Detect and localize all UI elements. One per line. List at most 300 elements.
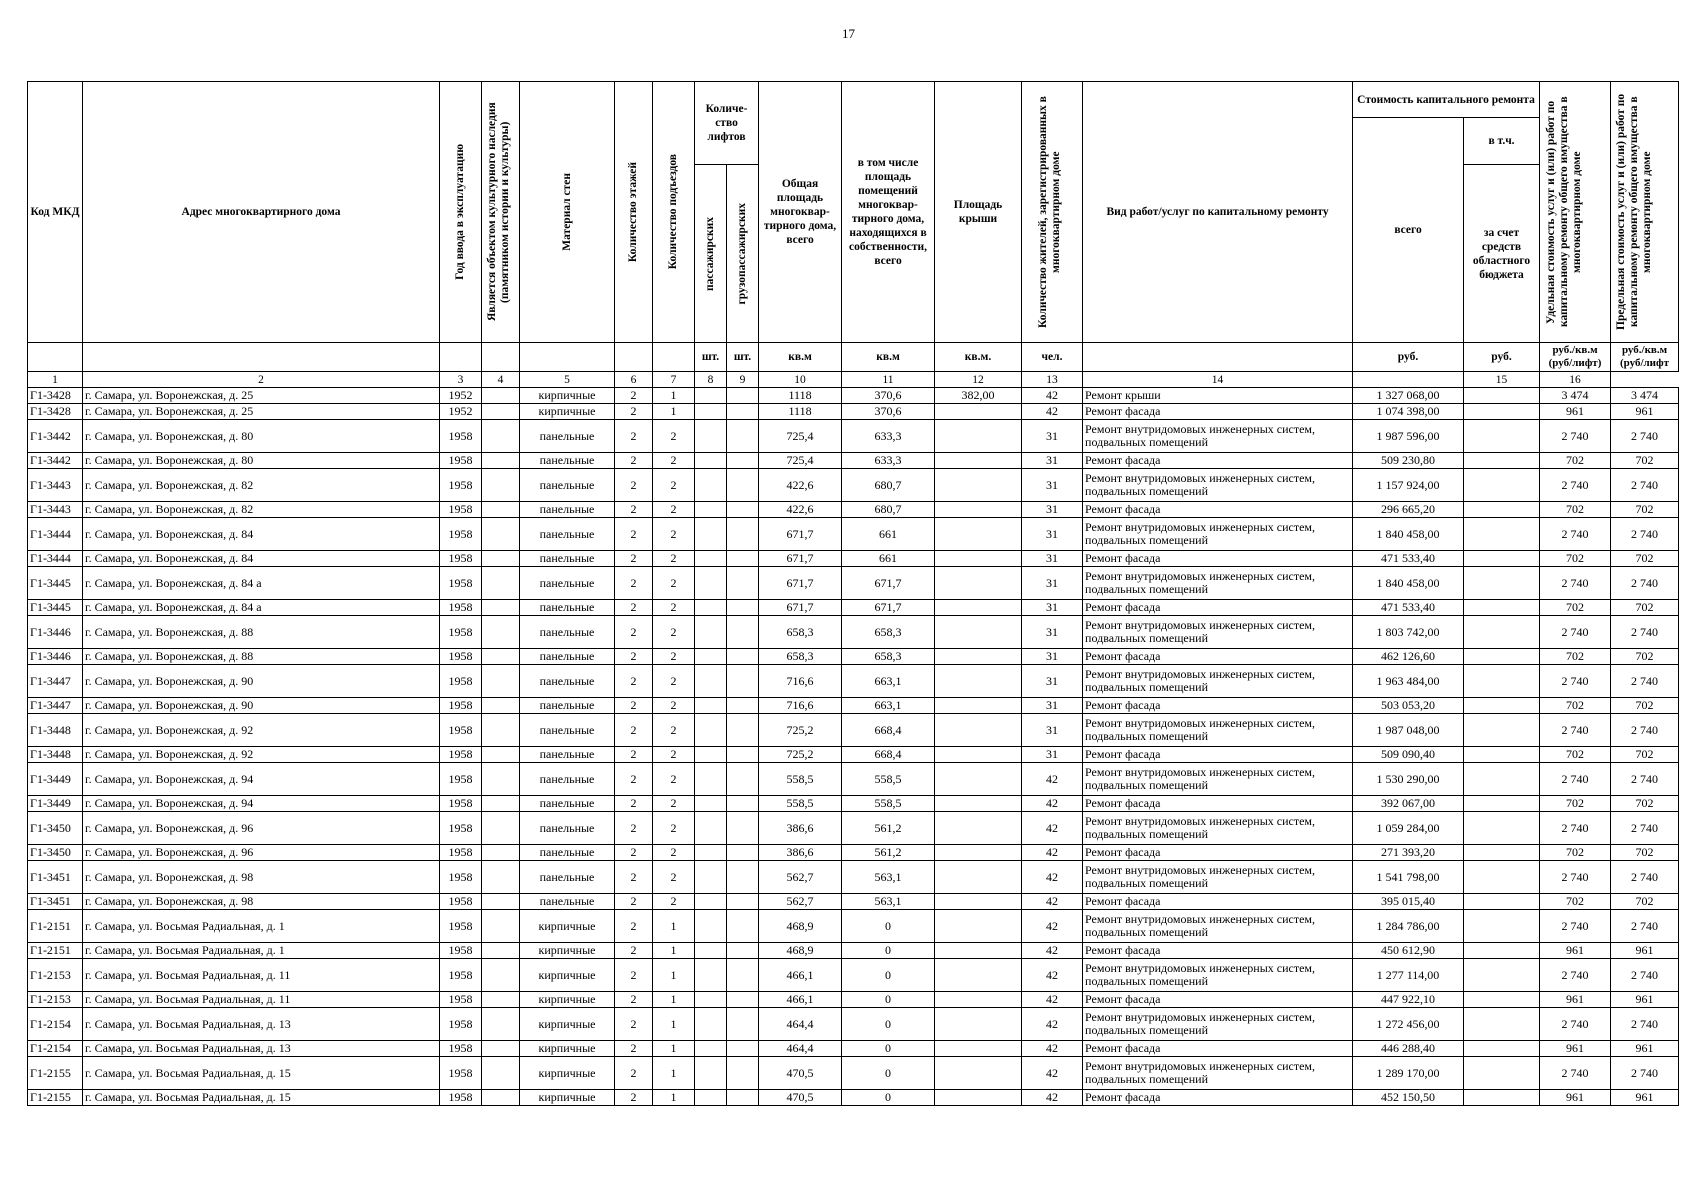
cell-lifts-cargo [727, 453, 759, 469]
cell-area-owned: 0 [842, 1090, 935, 1106]
cell-lifts-cargo [727, 812, 759, 845]
cell-residents: 42 [1022, 812, 1083, 845]
cell-floors: 2 [615, 714, 653, 747]
cell-area-total: 1118 [759, 388, 842, 404]
cell-roof-area [935, 861, 1022, 894]
cell-unit-cost: 961 [1540, 992, 1611, 1008]
cell-cost-total: 471 533,40 [1353, 600, 1464, 616]
cell-area-total: 725,4 [759, 453, 842, 469]
cell-cost-regional [1464, 943, 1540, 959]
cell-lifts-cargo [727, 649, 759, 665]
cell-cost-total: 1 541 798,00 [1353, 861, 1464, 894]
column-number: 11 [842, 372, 935, 388]
cell-address: г. Самара, ул. Восьмая Радиальная, д. 11 [83, 959, 440, 992]
cell-lifts-cargo [727, 420, 759, 453]
cell-wall: кирпичные [520, 943, 615, 959]
cell-heritage [482, 943, 520, 959]
cell-code: Г1-3448 [28, 747, 83, 763]
column-number: 3 [440, 372, 482, 388]
cell-work-type: Ремонт внутридомовых инженерных систем, подвальных помещений [1083, 518, 1353, 551]
cell-code: Г1-3450 [28, 845, 83, 861]
cell-floors: 2 [615, 1090, 653, 1106]
cell-roof-area [935, 1041, 1022, 1057]
cell-floors: 2 [615, 502, 653, 518]
cell-lifts-cargo [727, 600, 759, 616]
cell-floors: 2 [615, 616, 653, 649]
cell-cost-regional [1464, 698, 1540, 714]
cell-code: Г1-3447 [28, 665, 83, 698]
cell-cost-total: 392 067,00 [1353, 796, 1464, 812]
cell-unit-cost: 2 740 [1540, 910, 1611, 943]
cell-roof-area [935, 943, 1022, 959]
cell-lifts-passenger [695, 812, 727, 845]
cell-heritage [482, 1090, 520, 1106]
cell-entrances: 1 [653, 992, 695, 1008]
cell-cost-regional [1464, 747, 1540, 763]
cell-address: г. Самара, ул. Воронежская, д. 84 [83, 551, 440, 567]
unit-sqm: кв.м [759, 343, 842, 372]
cell-lifts-cargo [727, 469, 759, 502]
cell-code: Г1-2153 [28, 992, 83, 1008]
cell-residents: 42 [1022, 1090, 1083, 1106]
cell-limit-cost: 2 740 [1611, 861, 1679, 894]
cell-entrances: 2 [653, 698, 695, 714]
table-row [28, 518, 1679, 551]
cell-work-type: Ремонт внутридомовых инженерных систем, подвальных помещений [1083, 567, 1353, 600]
cell-address: г. Самара, ул. Воронежская, д. 88 [83, 649, 440, 665]
cell-roof-area [935, 992, 1022, 1008]
cell-work-type: Ремонт внутридомовых инженерных систем, подвальных помещений [1083, 714, 1353, 747]
table-row [28, 959, 1679, 992]
cell-address: г. Самара, ул. Воронежская, д. 90 [83, 698, 440, 714]
column-number: 15 [1464, 372, 1540, 388]
cell-entrances: 1 [653, 1041, 695, 1057]
cell-limit-cost: 702 [1611, 502, 1679, 518]
cell-wall: панельные [520, 616, 615, 649]
cell-lifts-passenger [695, 518, 727, 551]
cell-lifts-passenger [695, 1057, 727, 1090]
cell-area-owned: 563,1 [842, 894, 935, 910]
cell-floors: 2 [615, 1041, 653, 1057]
cell-year: 1958 [440, 665, 482, 698]
cell-work-type: Ремонт фасада [1083, 600, 1353, 616]
cell-unit-cost: 2 740 [1540, 665, 1611, 698]
header-address: Адрес многоквартирного дома [83, 82, 440, 343]
cell-area-total: 671,7 [759, 600, 842, 616]
cell-work-type: Ремонт внутридомовых инженерных систем, подвальных помещений [1083, 763, 1353, 796]
header-area-total: Общая площадь многоквар-тирного дома, всего [759, 82, 842, 343]
cell-wall: панельные [520, 714, 615, 747]
cell-cost-total: 395 015,40 [1353, 894, 1464, 910]
cell-residents: 31 [1022, 600, 1083, 616]
cell-year: 1958 [440, 567, 482, 600]
cell-entrances: 2 [653, 845, 695, 861]
cell-area-owned: 633,3 [842, 453, 935, 469]
column-number: 13 [1022, 372, 1083, 388]
cell-cost-total: 1 987 048,00 [1353, 714, 1464, 747]
cell-lifts-cargo [727, 1008, 759, 1041]
cell-floors: 2 [615, 600, 653, 616]
cell-entrances: 2 [653, 420, 695, 453]
cell-limit-cost: 2 740 [1611, 1008, 1679, 1041]
cell-work-type: Ремонт фасада [1083, 649, 1353, 665]
cell-floors: 2 [615, 763, 653, 796]
cell-cost-regional [1464, 551, 1540, 567]
cell-year: 1958 [440, 763, 482, 796]
cell-work-type: Ремонт фасада [1083, 943, 1353, 959]
cell-cost-total: 1 840 458,00 [1353, 567, 1464, 600]
cell-unit-cost: 2 740 [1540, 518, 1611, 551]
cell-wall: панельные [520, 469, 615, 502]
cell-limit-cost: 2 740 [1611, 567, 1679, 600]
cell-residents: 42 [1022, 763, 1083, 796]
cell-address: г. Самара, ул. Воронежская, д. 94 [83, 763, 440, 796]
cell-code: Г1-3445 [28, 567, 83, 600]
cell-residents: 42 [1022, 845, 1083, 861]
cell-year: 1958 [440, 600, 482, 616]
header-lifts-cargo: грузопассажирских [727, 165, 759, 343]
header-limit-cost: Предельная стоимость услуг и (или) работ по капитальному ремонту общего имущества в многоквартирном доме [1611, 82, 1679, 343]
cell-floors: 2 [615, 1008, 653, 1041]
cell-roof-area [935, 763, 1022, 796]
cell-code: Г1-3442 [28, 420, 83, 453]
cell-roof-area [935, 567, 1022, 600]
cell-work-type: Ремонт фасада [1083, 845, 1353, 861]
unit-rub: руб. [1464, 343, 1540, 372]
cell-lifts-passenger [695, 469, 727, 502]
cell-heritage [482, 910, 520, 943]
cell-floors: 2 [615, 1057, 653, 1090]
cell-entrances: 2 [653, 551, 695, 567]
cell-unit-cost: 702 [1540, 649, 1611, 665]
column-number: 12 [935, 372, 1022, 388]
cell-address: г. Самара, ул. Воронежская, д. 90 [83, 665, 440, 698]
cell-roof-area [935, 1057, 1022, 1090]
header-heritage: Является объектом культурного наследия (памятником истории и культуры) [482, 82, 520, 343]
table-row [28, 469, 1679, 502]
cell-heritage [482, 469, 520, 502]
cell-code: Г1-3451 [28, 894, 83, 910]
cell-work-type: Ремонт фасада [1083, 1090, 1353, 1106]
cell-entrances: 1 [653, 404, 695, 420]
cell-unit-cost: 702 [1540, 796, 1611, 812]
cell-entrances: 1 [653, 943, 695, 959]
cell-lifts-passenger [695, 1090, 727, 1106]
cell-roof-area [935, 649, 1022, 665]
cell-floors: 2 [615, 665, 653, 698]
cell-wall: панельные [520, 551, 615, 567]
cell-unit-cost: 2 740 [1540, 959, 1611, 992]
cell-wall: панельные [520, 698, 615, 714]
table-row [28, 453, 1679, 469]
table-body [28, 388, 1679, 1106]
cell-unit-cost: 702 [1540, 894, 1611, 910]
cell-address: г. Самара, ул. Воронежская, д. 82 [83, 469, 440, 502]
cell-lifts-passenger [695, 1041, 727, 1057]
cell-residents: 31 [1022, 616, 1083, 649]
column-numbers-row [28, 372, 1679, 388]
cell-wall: панельные [520, 861, 615, 894]
column-number: 14 [1083, 372, 1353, 388]
cell-area-total: 386,6 [759, 845, 842, 861]
cell-area-owned: 663,1 [842, 698, 935, 714]
cell-lifts-cargo [727, 567, 759, 600]
cell-year: 1958 [440, 551, 482, 567]
cell-cost-total: 1 840 458,00 [1353, 518, 1464, 551]
cell-entrances: 2 [653, 861, 695, 894]
cell-residents: 42 [1022, 992, 1083, 1008]
cell-residents: 31 [1022, 518, 1083, 551]
cell-floors: 2 [615, 992, 653, 1008]
cell-lifts-passenger [695, 616, 727, 649]
cell-cost-total: 1 074 398,00 [1353, 404, 1464, 420]
cell-lifts-cargo [727, 894, 759, 910]
cell-address: г. Самара, ул. Восьмая Радиальная, д. 1 [83, 910, 440, 943]
unit-sqm: кв.м [842, 343, 935, 372]
cell-area-owned: 561,2 [842, 845, 935, 861]
column-number: 8 [695, 372, 727, 388]
cell-unit-cost: 702 [1540, 453, 1611, 469]
cell-residents: 42 [1022, 959, 1083, 992]
cell-work-type: Ремонт внутридомовых инженерных систем, подвальных помещений [1083, 469, 1353, 502]
cell-roof-area [935, 420, 1022, 453]
cell-unit-cost: 702 [1540, 698, 1611, 714]
cell-cost-total: 1 987 596,00 [1353, 420, 1464, 453]
cell-code: Г1-2155 [28, 1090, 83, 1106]
cell-cost-total: 1 284 786,00 [1353, 910, 1464, 943]
cell-area-total: 466,1 [759, 992, 842, 1008]
cell-area-owned: 680,7 [842, 469, 935, 502]
cell-area-total: 1118 [759, 404, 842, 420]
cell-entrances: 2 [653, 714, 695, 747]
cell-work-type: Ремонт внутридомовых инженерных систем, подвальных помещений [1083, 420, 1353, 453]
column-number: 10 [759, 372, 842, 388]
cell-entrances: 1 [653, 910, 695, 943]
cell-lifts-cargo [727, 714, 759, 747]
header-roof-area: Площадь крыши [935, 82, 1022, 343]
cell-roof-area [935, 894, 1022, 910]
cell-wall: панельные [520, 600, 615, 616]
cell-roof-area [935, 959, 1022, 992]
column-number: 2 [83, 372, 440, 388]
cell-roof-area [935, 453, 1022, 469]
cell-area-owned: 661 [842, 551, 935, 567]
cell-area-total: 716,6 [759, 698, 842, 714]
cell-area-total: 466,1 [759, 959, 842, 992]
cell-code: Г1-3444 [28, 518, 83, 551]
cell-lifts-passenger [695, 420, 727, 453]
header-work-type: Вид работ/услуг по капитальному ремонту [1083, 82, 1353, 343]
cell-cost-total: 271 393,20 [1353, 845, 1464, 861]
cell-work-type: Ремонт фасада [1083, 698, 1353, 714]
cell-lifts-cargo [727, 404, 759, 420]
cell-floors: 2 [615, 518, 653, 551]
header-cost-regional: за счет средств областного бюджета [1464, 165, 1540, 343]
table-row [28, 616, 1679, 649]
table-row [28, 1057, 1679, 1090]
table-row [28, 910, 1679, 943]
cell-floors: 2 [615, 910, 653, 943]
cell-code: Г1-2153 [28, 959, 83, 992]
cell-floors: 2 [615, 404, 653, 420]
cell-work-type: Ремонт фасада [1083, 502, 1353, 518]
cell-wall: кирпичные [520, 992, 615, 1008]
cell-heritage [482, 518, 520, 551]
cell-heritage [482, 845, 520, 861]
cell-area-total: 725,2 [759, 747, 842, 763]
cell-year: 1958 [440, 649, 482, 665]
table-row [28, 714, 1679, 747]
cell-year: 1958 [440, 1057, 482, 1090]
header-area-owned: в том числе площадь помещений многоквар-тирного дома, находящихся в собственности, всего [842, 82, 935, 343]
cell-area-total: 464,4 [759, 1041, 842, 1057]
cell-heritage [482, 894, 520, 910]
cell-wall: панельные [520, 796, 615, 812]
page-number: 17 [842, 26, 855, 41]
cell-entrances: 2 [653, 649, 695, 665]
cell-year: 1958 [440, 992, 482, 1008]
table-row [28, 404, 1679, 420]
cell-limit-cost: 961 [1611, 1041, 1679, 1057]
cell-cost-regional [1464, 714, 1540, 747]
cell-limit-cost: 702 [1611, 698, 1679, 714]
cell-area-total: 558,5 [759, 763, 842, 796]
cell-limit-cost: 2 740 [1611, 910, 1679, 943]
cell-limit-cost: 702 [1611, 453, 1679, 469]
cell-floors: 2 [615, 698, 653, 714]
cell-heritage [482, 600, 520, 616]
cell-lifts-cargo [727, 845, 759, 861]
cell-unit-cost: 702 [1540, 502, 1611, 518]
cell-area-owned: 663,1 [842, 665, 935, 698]
cell-floors: 2 [615, 812, 653, 845]
cell-lifts-passenger [695, 796, 727, 812]
cell-wall: панельные [520, 812, 615, 845]
header-cost-total: всего [1353, 118, 1464, 343]
cell-roof-area [935, 1008, 1022, 1041]
cell-roof-area [935, 845, 1022, 861]
cell-lifts-cargo [727, 959, 759, 992]
unit-pcs: шт. [727, 343, 759, 372]
cell-code: Г1-2154 [28, 1041, 83, 1057]
cell-cost-regional [1464, 1090, 1540, 1106]
cell-year: 1958 [440, 943, 482, 959]
cell-area-owned: 0 [842, 1041, 935, 1057]
table-row [28, 796, 1679, 812]
cell-residents: 31 [1022, 469, 1083, 502]
cell-wall: панельные [520, 453, 615, 469]
cell-lifts-passenger [695, 649, 727, 665]
cell-cost-regional [1464, 1041, 1540, 1057]
cell-area-owned: 0 [842, 1008, 935, 1041]
cell-unit-cost: 702 [1540, 845, 1611, 861]
cell-code: Г1-3443 [28, 469, 83, 502]
cell-limit-cost: 702 [1611, 845, 1679, 861]
cell-heritage [482, 388, 520, 404]
cell-cost-regional [1464, 959, 1540, 992]
cell-unit-cost: 2 740 [1540, 1008, 1611, 1041]
cell-area-owned: 680,7 [842, 502, 935, 518]
cell-code: Г1-3448 [28, 714, 83, 747]
cell-cost-regional [1464, 1008, 1540, 1041]
cell-entrances: 2 [653, 616, 695, 649]
cell-lifts-cargo [727, 1057, 759, 1090]
cell-cost-regional [1464, 796, 1540, 812]
cell-cost-total: 503 053,20 [1353, 698, 1464, 714]
unit-rub-sqm: руб./кв.м (руб/лифт) [1540, 343, 1611, 372]
cell-lifts-passenger [695, 404, 727, 420]
cell-year: 1958 [440, 910, 482, 943]
cell-heritage [482, 649, 520, 665]
cell-address: г. Самара, ул. Восьмая Радиальная, д. 11 [83, 992, 440, 1008]
cell-limit-cost: 702 [1611, 894, 1679, 910]
cell-wall: панельные [520, 518, 615, 551]
cell-code: Г1-2151 [28, 910, 83, 943]
cell-year: 1958 [440, 1090, 482, 1106]
cell-address: г. Самара, ул. Восьмая Радиальная, д. 13 [83, 1041, 440, 1057]
cell-limit-cost: 702 [1611, 551, 1679, 567]
table-row [28, 665, 1679, 698]
cell-residents: 42 [1022, 1041, 1083, 1057]
cell-cost-regional [1464, 600, 1540, 616]
cell-area-total: 671,7 [759, 518, 842, 551]
cell-unit-cost: 702 [1540, 747, 1611, 763]
cell-lifts-passenger [695, 388, 727, 404]
cell-year: 1958 [440, 502, 482, 518]
cell-lifts-passenger [695, 910, 727, 943]
cell-residents: 31 [1022, 567, 1083, 600]
cell-entrances: 2 [653, 502, 695, 518]
cell-lifts-cargo [727, 1090, 759, 1106]
cell-area-total: 562,7 [759, 861, 842, 894]
cell-heritage [482, 1008, 520, 1041]
repair-plan-table [27, 81, 1679, 1106]
cell-cost-total: 1 327 068,00 [1353, 388, 1464, 404]
cell-cost-regional [1464, 763, 1540, 796]
cell-residents: 42 [1022, 796, 1083, 812]
cell-residents: 31 [1022, 649, 1083, 665]
cell-lifts-cargo [727, 665, 759, 698]
cell-limit-cost: 961 [1611, 1090, 1679, 1106]
cell-floors: 2 [615, 388, 653, 404]
cell-roof-area [935, 469, 1022, 502]
table-row [28, 388, 1679, 404]
cell-lifts-passenger [695, 567, 727, 600]
cell-area-owned: 671,7 [842, 600, 935, 616]
cell-address: г. Самара, ул. Воронежская, д. 25 [83, 388, 440, 404]
cell-code: Г1-3447 [28, 698, 83, 714]
cell-year: 1958 [440, 845, 482, 861]
cell-wall: панельные [520, 567, 615, 600]
cell-residents: 31 [1022, 665, 1083, 698]
table-row [28, 845, 1679, 861]
cell-residents: 42 [1022, 943, 1083, 959]
cell-area-owned: 633,3 [842, 420, 935, 453]
cell-area-owned: 370,6 [842, 388, 935, 404]
cell-year: 1958 [440, 420, 482, 453]
cell-wall: кирпичные [520, 1057, 615, 1090]
cell-year: 1958 [440, 796, 482, 812]
cell-address: г. Самара, ул. Воронежская, д. 82 [83, 502, 440, 518]
cell-cost-regional [1464, 469, 1540, 502]
cell-work-type: Ремонт внутридомовых инженерных систем, подвальных помещений [1083, 812, 1353, 845]
cell-area-owned: 0 [842, 910, 935, 943]
cell-floors: 2 [615, 469, 653, 502]
cell-area-owned: 658,3 [842, 616, 935, 649]
cell-area-total: 470,5 [759, 1057, 842, 1090]
cell-area-total: 558,5 [759, 796, 842, 812]
cell-area-total: 671,7 [759, 551, 842, 567]
